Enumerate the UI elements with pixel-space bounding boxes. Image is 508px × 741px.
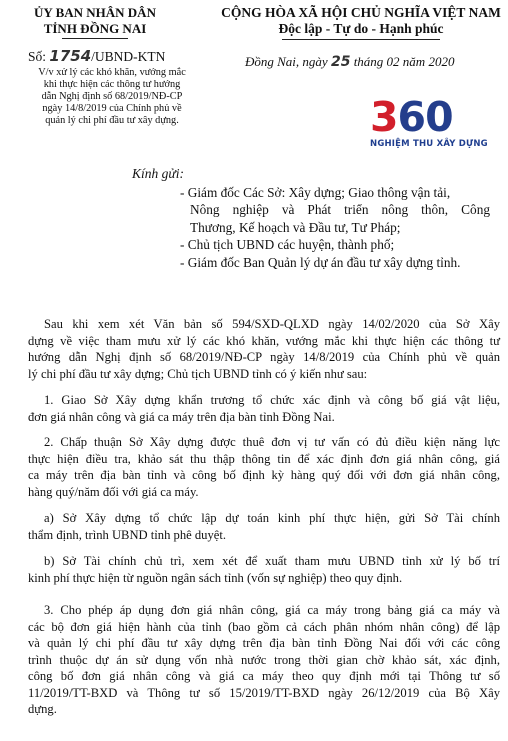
body-line: 3. Cho phép áp dụng đơn giá nhân công, giá ca máy trong bảng giá ca máy và [44,603,500,617]
province-underline [62,38,128,39]
handwritten-number: 1754 [49,47,92,65]
paragraph-2b [28,553,500,586]
body-line: lý chi phí đầu tư xây dựng; Chủ tịch UBND tỉnh có ý kiến như sau: [28,366,368,381]
subject-line: dẫn Nghị định số 68/2019/NĐ-CP [41,91,183,102]
body-line: các bộ đơn giá hiện hành của tỉnh (bao gồm cả cách phân nhóm nhân công) để lập [28,619,500,634]
body-line: ca máy trên địa bàn tỉnh và công bố định kỳ hàng quý đối với đơn giá nhân công, [28,468,500,482]
document-number [28,47,165,65]
subject-line: khi thực hiện các thông tư hướng [43,79,181,90]
logo-wordmark: 360 [370,93,453,141]
recipients-label: Kính gửi: [132,166,184,181]
intro-paragraph [28,316,500,382]
recipient-line: Nông nghiệp và Phát triển nông thôn, Công [190,202,490,218]
recipient-line: - Giám đốc Các Sở: Xây dựng; Giao thông vận tải, [180,185,451,200]
body-line: thực hiện điều tra, khảo sát thu thập thông tin để xác định đơn giá nhân công, giá [28,451,500,466]
watermark-logo [370,95,502,155]
body-line: Sau khi xem xét Văn bản số 594/SXD-QLXD ngày 14/02/2020 của Sở Xây [44,317,500,331]
number-suffix: /UBND-KTN [91,49,166,64]
national-title: CỘNG HÒA XÃ HỘI CHỦ NGHĨA VIỆT NAM [221,5,501,20]
body-line: hàng quý/năm đối với giá ca máy. [28,484,199,499]
subject-line: V/v xử lý các khó khăn, vướng mắc [38,67,186,78]
recipients-list [180,184,500,271]
paragraph-1 [28,392,500,425]
issue-date [245,54,454,70]
paragraph-2 [28,434,500,500]
body-line: trình thuộc dự án sử dụng vốn nhà nước trong thời gian chờ khảo sát, xác định, [28,652,500,667]
national-motto: Độc lập - Tự do - Hạnh phúc [278,21,444,36]
logo-caption: NGHIỆM THU XÂY DỰNG [370,139,488,149]
body-line: hướng dẫn Nghị định số 68/2019/NĐ-CP ngày 14/8/2019 của Chính phủ về quản [28,350,500,364]
body-line: dựng về việc tham mưu xử lý các khó khăn, vướng mắc khi thực hiện các thông tư [28,333,500,348]
paragraph-3 [28,602,500,718]
body-line: dựng. [28,702,57,716]
recipient-line: - Chủ tịch UBND các huyện, thành phố; [180,237,395,253]
paragraph-2a [28,510,500,543]
handwritten-day: 25 [330,54,351,70]
body-line: kinh phí thực hiện từ nguồn ngân sách tỉnh (vốn sự nghiệp) theo quy định. [28,570,403,585]
subject-line: ngày 14/8/2019 của Chính phủ về [42,103,182,114]
issuing-authority: ỦY BAN NHÂN DÂN [34,5,156,20]
subject-block [12,67,212,127]
issuing-province: TỈNH ĐỒNG NAI [43,21,147,36]
body-line: 1. Giao Sở Xây dựng khẩn trương tổ chức xác định và công bố giá vật liệu, [44,393,500,407]
body-line: thẩm định, trình UBND tỉnh phê duyệt. [28,527,226,542]
motto-underline [282,39,440,40]
body-line: công bố đơn giá nhân công và giá ca máy theo quy định mới tại Thông tư số [28,669,500,683]
body-line: 2. Chấp thuận Sở Xây dựng được thuê đơn vị tư vấn có đủ điều kiện năng lực [44,435,500,449]
recipient-line: - Giám đốc Ban Quản lý dự án đầu tư xây dựng tỉnh. [180,254,461,270]
body-line: đơn giá nhân công và giá ca máy trên địa bàn tỉnh Đồng Nai. [28,409,335,424]
recipient-line: Thương, Kế hoạch và Đầu tư, Tư Pháp; [190,219,401,235]
body-line: a) Sở Xây dựng tổ chức lập dự toán kinh phí thực hiện, gửi Sở Tài chính [44,511,500,525]
body-line: b) Sở Tài chính chủ trì, xem xét để xuất tham mưu UBND tỉnh xử lý bố trí [44,554,500,568]
date-suffix: tháng 02 năm 2020 [353,54,455,69]
body-line: 11/2019/TT-BXD và Thông tư số 15/2019/TT-BXD ngày 26/12/2019 của Bộ Xây [28,685,500,700]
subject-line: quản lý chi phí đầu tư xây dựng. [45,115,179,126]
body-line: và quản lý chi phí đầu tư xây dựng trên địa bàn tỉnh Đồng Nai đối với các công [28,636,500,650]
number-prefix: Số: [28,49,47,64]
date-prefix: Đồng Nai, ngày [245,54,328,69]
